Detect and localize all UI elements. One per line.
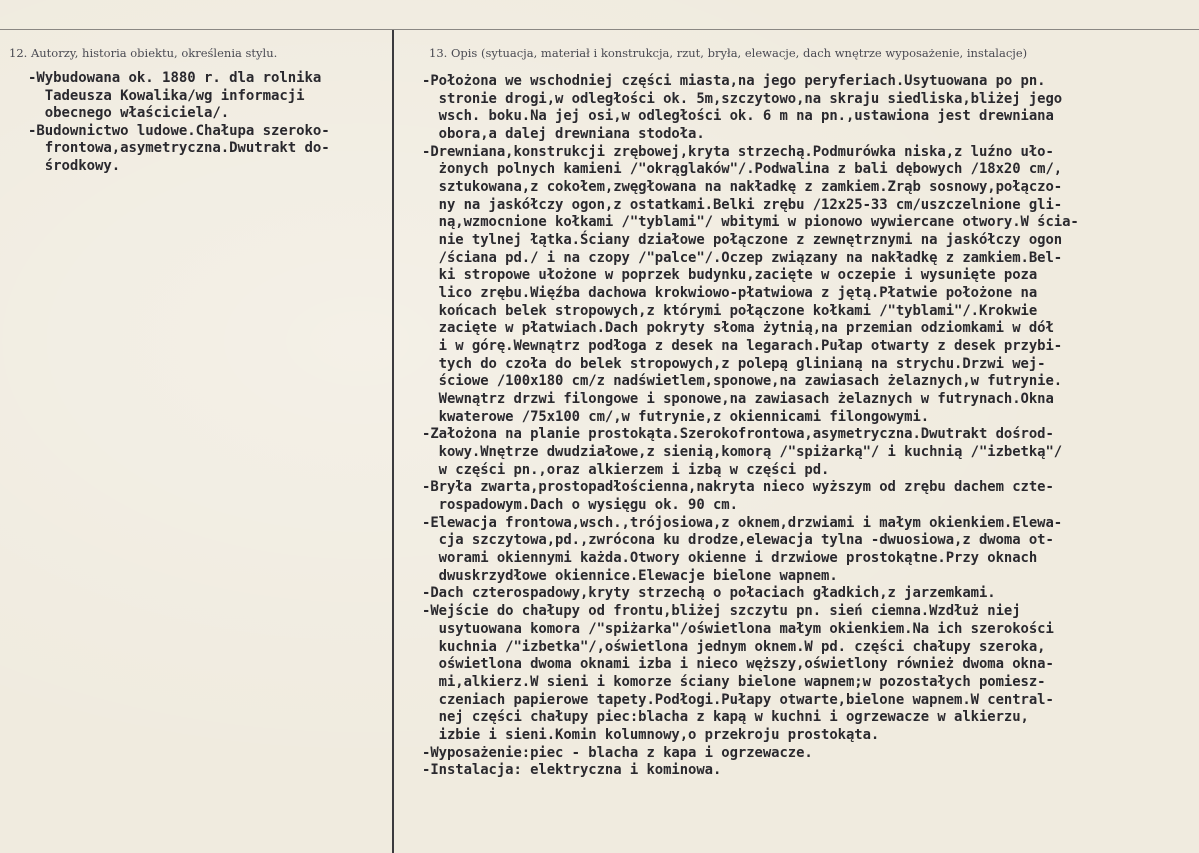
text-line: izbie i sieni.Komin kolumnowy,o przekroju prostokąta. xyxy=(422,726,880,743)
text-line: rospadowym.Dach o wysięgu ok. 90 cm. xyxy=(422,497,738,514)
text-line: wsch. boku.Na jej osi,w odległości ok. 6 m na pn.,ustawiona jest drewniana xyxy=(422,108,1054,125)
text-line: oświetlona dwoma oknami izba i nieco węższy,oświetlony również dwoma okna- xyxy=(422,656,1054,673)
text-line: -Wybudowana ok. 1880 r. dla rolnika xyxy=(28,70,322,86)
text-line: ną,wzmocnione kołkami /"tyblami"/ wbitymi w pionowo wywiercane otwory.W ścia- xyxy=(422,214,1079,231)
text-line: -Bryła zwarta,prostopadłościenna,nakryta nieco wyższym od zrębu dachem czte- xyxy=(422,479,1054,496)
text-line: obecnego właściciela/. xyxy=(28,105,230,122)
text-line: -Położona we wschodniej części miasta,na jego peryferiach.Usytuowana po pn. xyxy=(422,73,1046,89)
text-line: Wewnątrz drzwi filongowe i sponowe,na zawiasach żelaznych w futrynach.Okna xyxy=(422,391,1054,408)
section-13-text xyxy=(422,73,1079,780)
text-line: -Drewniana,konstrukcji zrębowej,kryta strzechą.Podmurówka niska,z luźno uło- xyxy=(422,143,1054,160)
text-line: zacięte w płatwiach.Dach pokryty słoma żytnią,na przemian odziomkami w dół xyxy=(422,320,1054,337)
text-line: i w górę.Wewnątrz podłoga z desek na legarach.Pułap otwarty z desek przybi- xyxy=(422,338,1063,355)
text-line: w części pn.,oraz alkierzem i izbą w części pd. xyxy=(422,461,830,478)
section-12-header: 12. Autorzy, historia obiektu, określenia stylu. xyxy=(9,46,278,60)
text-line: -Wyposażenie:piec - blacha z kapa i ogrzewacze. xyxy=(422,744,813,761)
text-line: lico zrębu.Więźba dachowa krokwiowo-płatwiowa z jętą.Płatwie położone na xyxy=(422,285,1038,302)
text-line: kowy.Wnętrze dwudziałowe,z sienią,komorą /"spiżarką"/ i kuchnią /"izbetką"/ xyxy=(422,444,1063,461)
text-line: -Wejście do chałupy od frontu,bliżej szczytu pn. sień ciemna.Wzdłuż niej xyxy=(422,603,1021,620)
text-line: stronie drogi,w odległości ok. 5m,szczytowo,na skraju siedliska,bliżej jego xyxy=(422,90,1063,107)
text-line: -Założona na planie prostokąta.Szerokofrontowa,asymetryczna.Dwutrakt dośrod- xyxy=(422,426,1054,443)
text-line: czeniach papierowe tapety.Podłogi.Pułapy otwarte,bielone wapnem.W central- xyxy=(422,691,1054,708)
column-divider xyxy=(392,30,394,853)
text-line: -Elewacja frontowa,wsch.,trójosiowa,z oknem,drzwiami i małym okienkiem.Elewa- xyxy=(422,514,1063,531)
text-line: tych do czoła do belek stropowych,z polepą glinianą na strychu.Drzwi wej- xyxy=(422,355,1046,372)
text-line: -Budownictwo ludowe.Chałupa szeroko- xyxy=(28,122,330,139)
section-13-header: 13. Opis (sytuacja, materiał i konstrukcja, rzut, bryła, elewacje, dach wnętrze wyposażenie, instalacje) xyxy=(429,46,1028,60)
text-line: nie tylnej łątka.Ściany działowe połączone z zewnętrznymi na jaskółczy ogon xyxy=(422,232,1063,249)
text-line: -Dach czterospadowy,kryty strzechą o połaciach gładkich,z jarzemkami. xyxy=(422,585,996,602)
text-line: frontowa,asymetryczna.Dwutrakt do- xyxy=(28,140,330,157)
header-rule xyxy=(0,29,1199,30)
text-line: cja szczytowa,pd.,zwrócona ku drodze,elewacja tylna -dwuosiowa,z dwoma ot- xyxy=(422,532,1054,549)
text-line: środkowy. xyxy=(28,157,121,174)
text-line: ściowe /100x180 cm/z nadświetlem,sponowe,na zawiasach żelaznych,w futrynie. xyxy=(422,373,1063,390)
text-line: usytuowana komora /"spiżarka"/oświetlona małym okienkiem.Na ich szerokości xyxy=(422,620,1054,637)
text-line: kwaterowe /75x100 cm/,w futrynie,z okiennicami filongowymi. xyxy=(422,408,930,425)
text-line: ny na jaskółczy ogon,z ostatkami.Belki zrębu /12x25-33 cm/uszczelnione gli- xyxy=(422,196,1063,213)
text-line: końcach belek stropowych,z którymi połączone kołkami /"tyblami"/.Krokwie xyxy=(422,302,1038,319)
text-line: sztukowana,z cokołem,zwęgłowana na nakładkę z zamkiem.Zrąb sosnowy,połączo- xyxy=(422,179,1063,196)
text-line: /ściana pd./ i na czopy /"palce"/.Oczep związany na nakładkę z zamkiem.Bel- xyxy=(422,249,1063,266)
text-line: worami okiennymi każda.Otwory okienne i drzwiowe prostokątne.Przy oknach xyxy=(422,550,1038,567)
text-line: obora,a dalej drewniana stodoła. xyxy=(422,126,705,143)
text-line: mi,alkierz.W sieni i komorze ściany bielone wapnem;w pozostałych pomiesz- xyxy=(422,673,1046,690)
text-line: kuchnia /"izbetka"/,oświetlona jednym oknem.W pd. części chałupy szeroka, xyxy=(422,638,1046,655)
text-line: nej części chałupy piec:blacha z kapą w kuchni i ogrzewacze w alkierzu, xyxy=(422,709,1029,726)
section-12-text xyxy=(28,70,330,176)
text-line: Tadeusza Kowalika/wg informacji xyxy=(28,87,305,104)
text-line: żonych polnych kamieni /"okrąglaków"/.Podwalina z bali dębowych /18x20 cm/, xyxy=(422,161,1063,178)
text-line: ki stropowe ułożone w poprzek budynku,zacięte w oczepie i wysunięte poza xyxy=(422,267,1038,284)
text-line: -Instalacja: elektryczna i kominowa. xyxy=(422,762,722,779)
text-line: dwuskrzydłowe okiennice.Elewacje bielone wapnem. xyxy=(422,567,838,584)
